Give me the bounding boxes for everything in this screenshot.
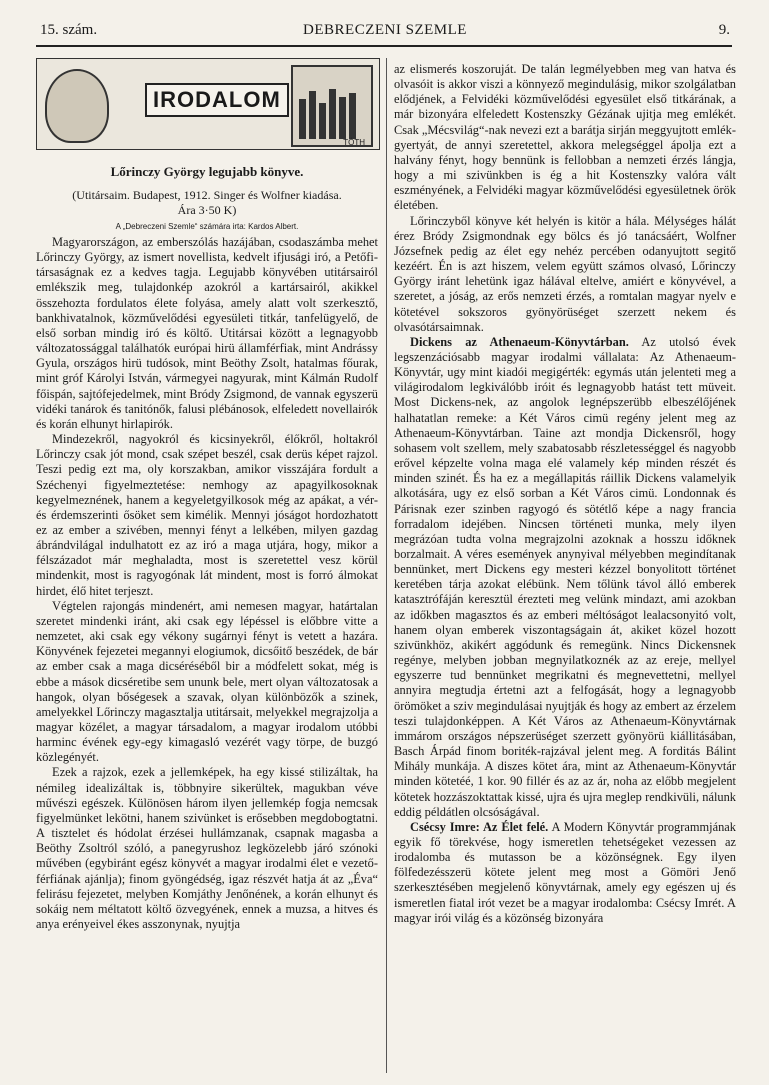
section-text: Az utolsó évek legszenzációsabb magyar irodalmi vállalata: Az Athenaeum-Könyvtár, ugy mint kiadói megigérték: egymás után jelenteti meg a világirodalom legkiválóbb iróit és legnagyobb hatást tett müveit. Most Dickens-nek, az angolok legnépszerübb elbeszélőjének halhatatlan remeke: a Két Város cimü regény jelent meg az Athenaeum-Könyvtárban. Taine azt mondja Dickensről, hogy sohasem volt szellem, mely szabatosabb részletességgel és nagyobb erővel képzelte volna maga elé valamely kép minden részét és minden szinét. És ha ez a megállapitás ráillik Dickens valamelyik alkotására, ugy ez első sorban a Két Város cimü. Londonnak és Párisnak ezer szinben ragyogó és sötétlő képe a nagy francia forradalom idejében. Nincsen történeti munka, mely ilyen megrázóan tudta volna megrajzolni azoknak a hosszu időknek borzalmait. A véres események anynyival mélyebben megindítanak bennünket, mert Dickens egy mesteri kézzel bonyolitott történet keretében tárja azokat elébünk. Nem tőlünk távol álló emberek katasztrófáján keresztül érezteti meg velünk mindazt, ami azokban az időkben magasztos és az emberi méltóságot lealacsonyitó volt, hanem olyan emberek viszontagságain át, akiket közel hozott szivünkhöz, akikért aggódunk és remegünk. Nincs Dickensnek regénye, melyben jobban megnyilatkoznék az az ereje, mellyel egyszerre tud bennünket megrikatni és megnevettetni, mellyel annyira megtudja értetni azt a felfogását, hogy a legnagyobb örömöket a sziv megindulásai nyujtják és hogy az embert az érzelem teszi tulajdonképpen. A Két Város az Athenaeum-Könyvtárnak immárom országos népszerüséget szerzett gyönyörü kiállitásában, Basch Árpád finom boriték-rajzával jelent meg. A forditás Bálint Mihály munkája. A diszes kötet ára, mint az Athenaeum-Könyvtár minden kötetéé, 1 kor. 90 fillér és az az ár, noha az előbb megjelent kötetek hozzászoktattak kissé, ujra és ujra meglep rendkivüli, nálunk eddig példátlen olcsóságával. bbox=[394, 334, 736, 819]
article-price: Ára 3·50 K) bbox=[177, 203, 237, 217]
journal-title: DEBRECZENI SZEMLE bbox=[303, 22, 467, 38]
right-column bbox=[394, 62, 736, 926]
header-rule bbox=[36, 45, 732, 47]
article-subtitle: (Utitársaim. Budapest, 1912. Singer és Wolfner kiadása. bbox=[72, 188, 342, 202]
paragraph: Magyarországon, az emberszólás hazájában, csodaszámba mehet Lőrinczy György, az ismert novellista, kedvelt ifjusági iró, a Petőfi-társaságnak ez a kedves tagja. Legujabb könyvében utitársairól emlékszik meg, tulajdonkép azokról a kartársairól, akikkel összehozta fordulatos élete folyása, amely alatt volt szerkesztő, bankhivatalnok, közművelődési egyesületi titkár, tanfelügyelő, de első sorban mindig iró és költő. Utitársai között a legnagyobb változatossággal találhatók európai hirü államférfiak, mint Andrássy Gyula, országos hirü tudósok, mint Beöthy Zsolt, hatalmas főurak, mint gróf Károlyi István, vármegyei nagyurak, mint Kálmán Rudolf főispán, sajtófejedelmek, mint Bródy Zsigmond, de vannak egyszerü vidéki tanárok és tanitónők, falusi plébánosok, elfeledett novellairók és korán elhunyt hirlapirók. bbox=[36, 235, 378, 431]
bookshelf-illustration bbox=[291, 65, 373, 147]
paragraph: Lőrinczyből könyve két helyén is kitör a hála. Mélységes hálát érez Bródy Zsigmondnak egy bölcs és jó tanácsáért, Wolfner Józsefnek pedig az élet egy nehéz percében odanyujtott segitő kezéért. Én is azt hiszem, velem együtt számos olvasó, Lőrinczy György iránt lehetünk igaz hálával eltelve, amiért e könyvével, a szeretet, a jóság, az erős nemzeti érzés, a romtalan magyar nyelv e kötetével sokszoros gyönyörüséget szerzett nekem és olvasótársaimnak. bbox=[394, 213, 736, 334]
column-divider bbox=[386, 58, 387, 1073]
section-heading: Csécsy Imre: Az Élet felé. bbox=[410, 819, 549, 834]
issue-number: 15. szám. bbox=[40, 22, 98, 38]
section-text: A Modern Könyvtár programmjának egyik fő törekvése, hogy ismeretlen tehetségeket vezessen az irodalomba és mutasson be a közönségnek. Egy ilyen fölfedezésszerü kötete jelent meg most a Gömöri Jenő szerkesztésében megjelenő könyvtárnak, amely egy egészen uj és ismeretlen fiatal irót vezet be a magyar irodalomba: Csécsy Imrét. A magyar irói világ és a közönség bizonyára bbox=[394, 819, 736, 925]
illustrator-signature: TÓTH bbox=[343, 138, 365, 147]
article-title: Lőrinczy György legujabb könyve. bbox=[110, 164, 304, 179]
paragraph bbox=[394, 820, 736, 926]
paragraph: az elismerés koszoruját. De talán legmélyebben meg van hatva és olvasóit is akkor viszi a könnyező megindulásig, mikor szolgálatban elődjének, a Felvidéki közművelődési egyesület első titkárának, a már bizonyára elfeledett Kostenszky Gézának ujitja meg emlékét. Csak „Mécsvilág“-nak nevezi ezt a barátja sirján meggyujtott emlék-gyertyát, de annyi szeretettel, akkora melegséggel ápolja ezt a halvány fényt, hogy bennünk is fellobban a nemzeti érzés lángja, hogy a mi szivünkben is ég a hit Kostenszky valóra vált eszményének, a Felvidéki magyar közművelődési egyesületnek örök életében. bbox=[394, 62, 736, 213]
paragraph: Végtelen rajongás mindenért, ami nemesen magyar, határtalan szeretet mindenki iránt, aki csak egy lépéssel is előbbre vitte a nemzetet, aki csak egy vékony sugárnyi fényt is vetett a hazára. Könyvének fejezetei megannyi elogiumok, dicsőitő beszédek, de bár az ember csak a maga dicséréséből bir a módfelett sokat, még is ebbe a mások dicséretibe sem ununk bele, mert olyan változatosak a hangok, olyan bőségesek a szavak, olyan különbözők a szinek, amelyekkel Lőrinczy magasztalja utitársait, melyekkel megrajzolja a magyar közélet, a magyar társadalom, a magyar irodalom utóbbi harminc évének egy-egy kimagasló vezérét vagy törpe, de buzgó közlegényét. bbox=[36, 598, 378, 765]
page-number: 9. bbox=[718, 22, 730, 38]
running-header bbox=[40, 16, 730, 44]
section-banner bbox=[36, 58, 380, 150]
paragraph: Ezek a rajzok, ezek a jellemképek, ha egy kissé stilizáltak, ha némileg idealizáltak is, többnyire sikerültek, magukban véve művészi egészek. Különösen három ilyen jellemkép fogja nemcsak figyelmünket lekötni, hanem szivünket is erősebben megdobogtatni. A tisztelet és hódolat érzései hullámzanak, csapnak magasba a Beöthy Zsoltról szóló, a panegyrushoz legközelebb járó szónoki művében (egybiránt egész könyvét a magyar irodalmi élet e vezető-férfiának ajánlja); finom gyöngédség, igaz részvét hatja át az „Éva“ felirásu fejezetet, melyben Komjáthy Jenőnének, a korán elhunyt és sokáig nem méltatott költő özvegyének, ennek a muzsa, a hitves és anya erényeivel ékes asszonynak, nyujtja bbox=[36, 765, 378, 932]
paragraph: Mindezekről, nagyokról és kicsinyekről, élőkről, holtakról Lőrinczy csak jót mond, csak szépet beszél, csak derüs képet rajzol. Teszi pedig ezt ma, oly korszakban, amikor visszájára fordult a Széchenyi figyelmeztetése: nemhogy az apagyilkosoknak kegyelmeznének, hanem a kegyeletgyilkosok még az apákat, a vér- és érdemszerinti ősöket sem kimélik. Mennyi jóságot hordozhatott ez az ember a szivében, mennyi fényt a lelkében, milyen gazdag ábrándvilágal indulhatott ez az iró a maga utjára, hogy, mikor a félszázadot már meghaladta, most is szeretettel vesz körül mindenkit, most is ragyogónak lát mindent, most is forró álmokat hirdet, élő hitet terjeszt. bbox=[36, 432, 378, 598]
banner-title: IRODALOM bbox=[145, 83, 289, 117]
section-heading: Dickens az Athenaeum-Könyvtárban. bbox=[410, 334, 629, 349]
left-column bbox=[36, 58, 378, 932]
article-author: A „Debreczeni Szemle“ számára irta: Kardos Albert. bbox=[115, 222, 299, 231]
paragraph bbox=[394, 335, 736, 820]
banner-illustration bbox=[45, 69, 109, 143]
